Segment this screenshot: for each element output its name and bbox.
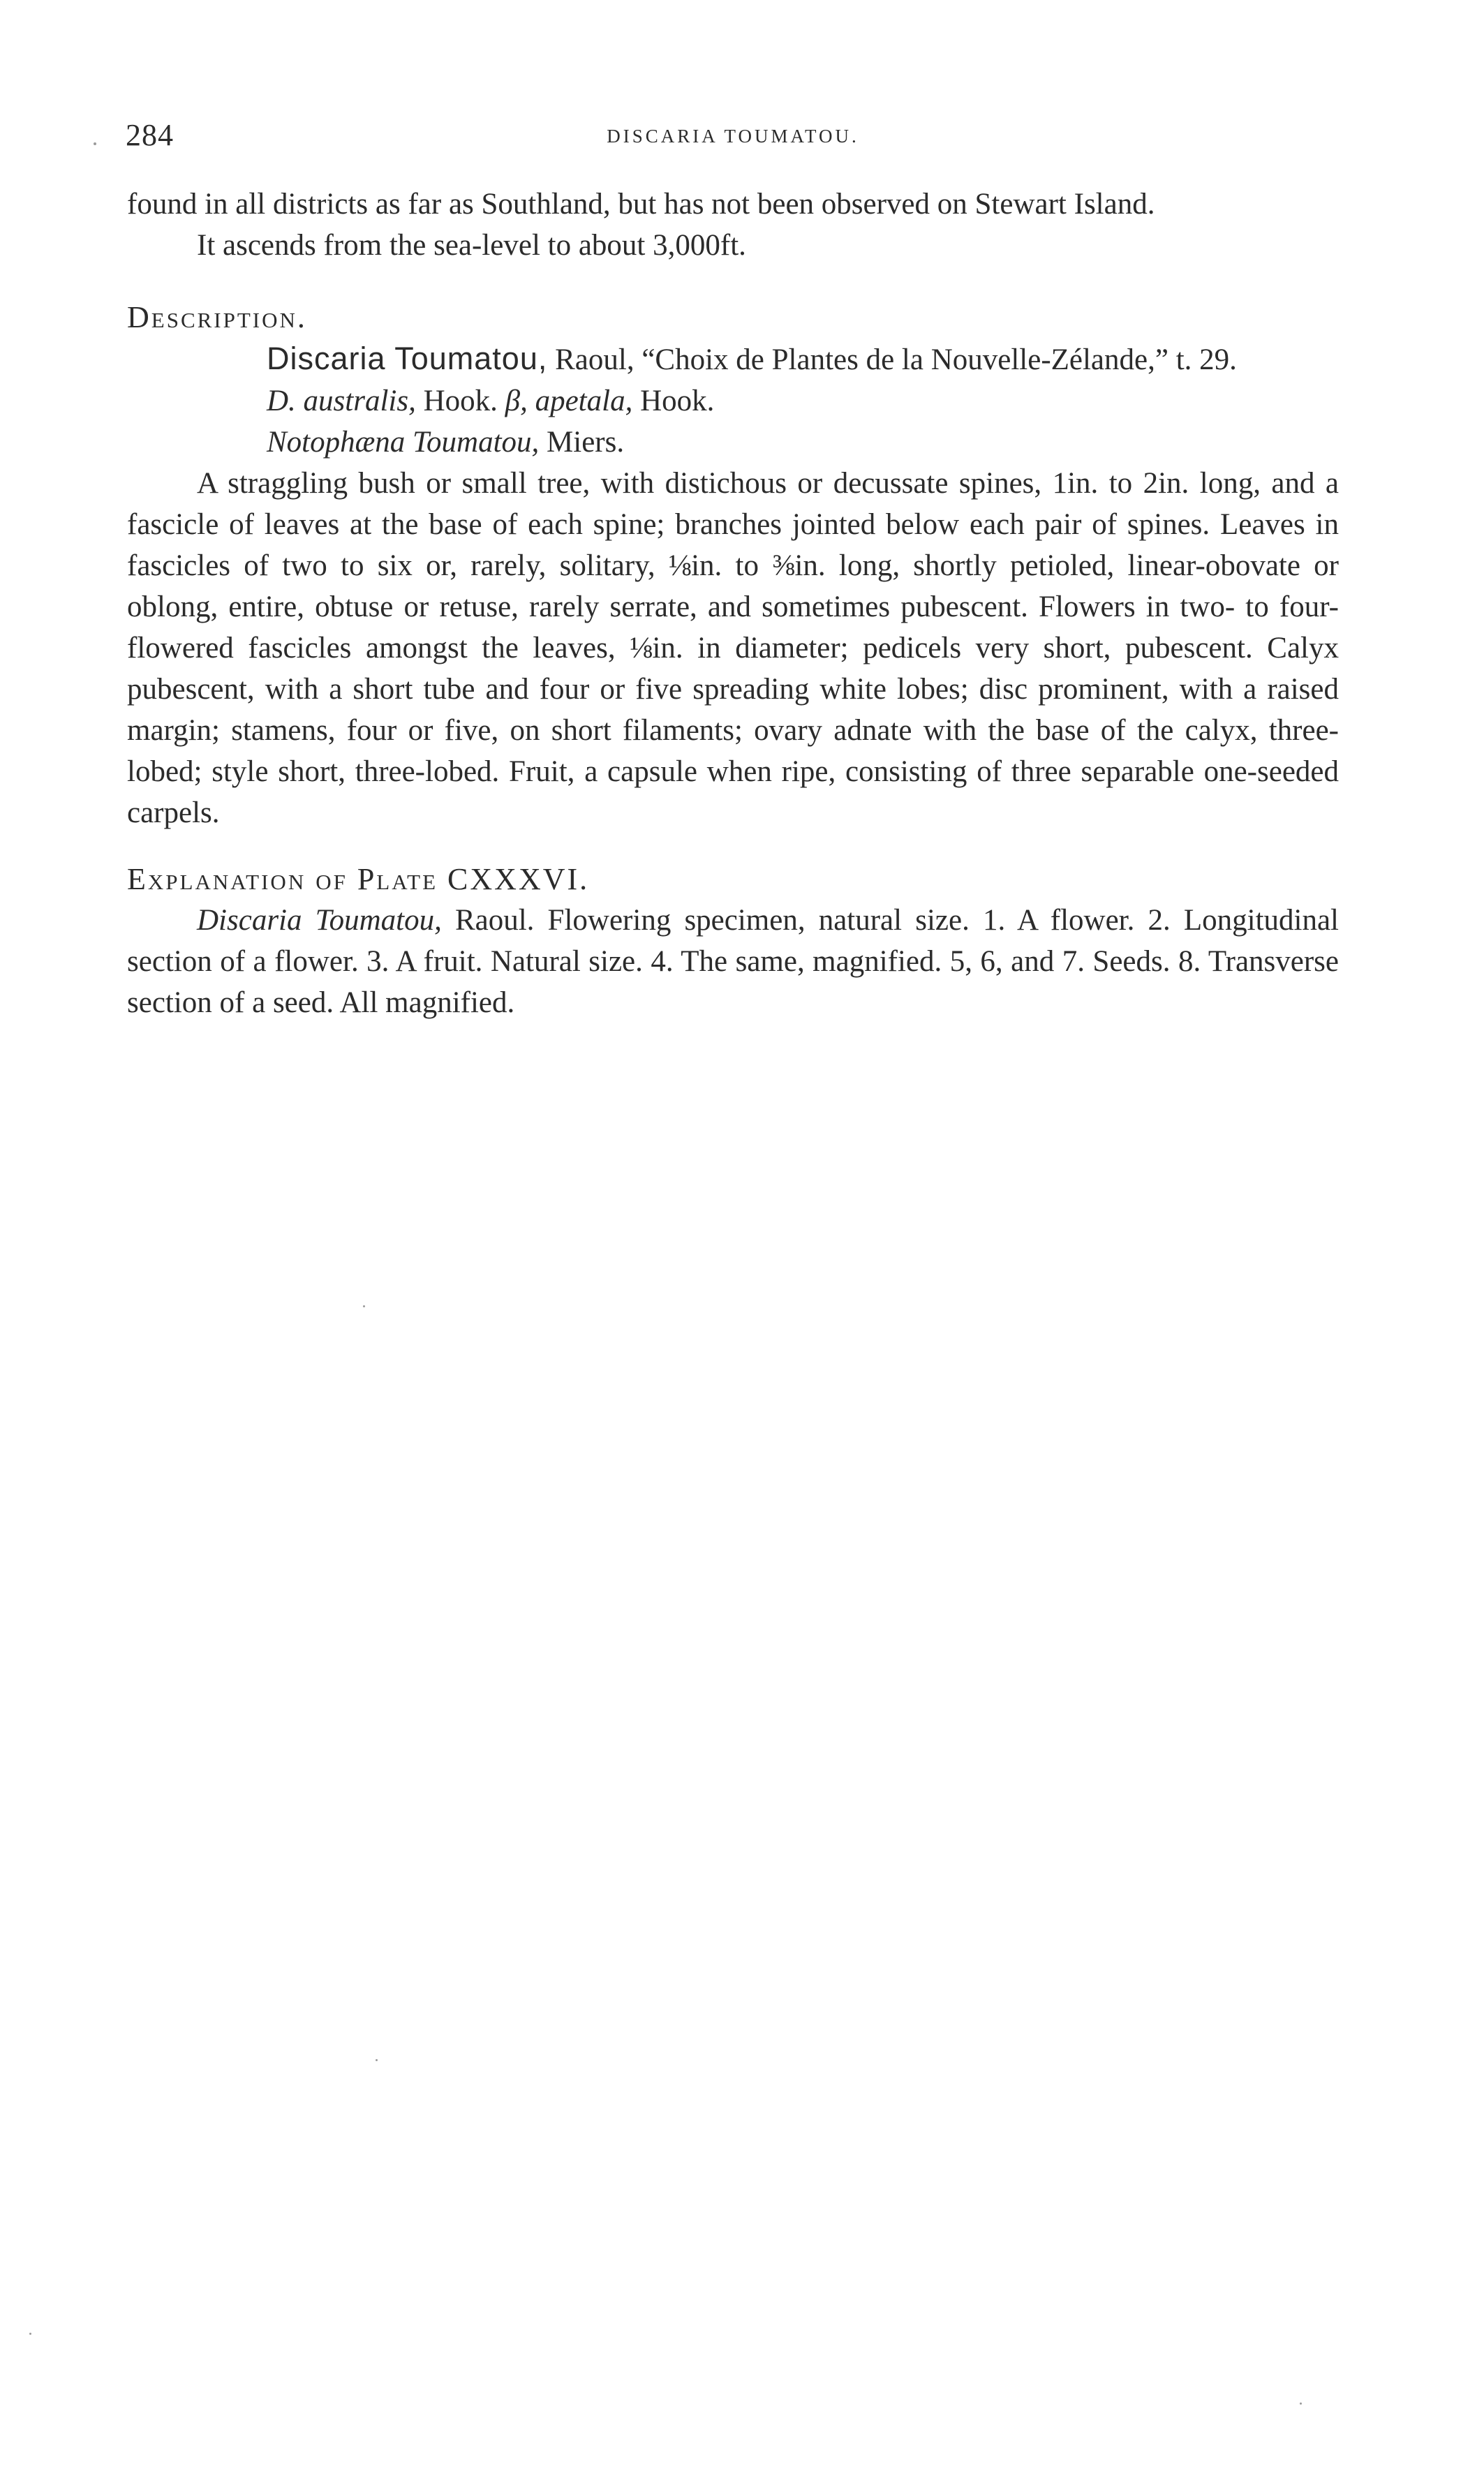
spacer <box>127 833 1339 859</box>
description-heading: Description. <box>127 300 307 334</box>
synonym-citation: Hook. <box>632 385 715 417</box>
altitude-paragraph: It ascends from the sea-level to about 3,000ft. <box>197 229 746 262</box>
synonym-discaria-toumatou <box>127 338 1339 380</box>
running-title: DISCARIA TOUMATOU. <box>607 126 859 147</box>
paper-speck <box>29 2333 31 2335</box>
plate-species-name: Discaria Toumatou, <box>197 904 442 937</box>
plate-explanation <box>127 900 1339 1023</box>
paper-speck <box>1300 2403 1302 2405</box>
synonym-name: Notophæna Toumatou, <box>267 426 540 459</box>
synonym-name: D. australis, <box>267 385 416 417</box>
synonym-notophaena <box>127 422 1339 463</box>
spacer <box>127 266 1339 297</box>
synonym-citation: Raoul, “Choix de Plantes de la Nouvelle-Zélande,” t. 29. <box>547 343 1237 376</box>
synonym-name: Discaria Toumatou, <box>267 341 548 376</box>
paper-speck <box>376 2059 378 2061</box>
paper-speck <box>363 1305 365 1307</box>
description-body: A straggling bush or small tree, with distichous or decussate spines, 1in. to 2in. long, and a fascicle of leaves at the base of each spine; branches jointed below each pair of spines. Leaves in fascicles of two to six or, rarely, solitary, ⅛in. to ⅜in. long, shortly petioled, linear-obovate or oblong, entire, obtuse or retuse, rarely serrate, and sometimes pubescent. Flowers in two- to four-flowered fascicles amongst the leaves, ⅛in. in diameter; pedicels very short, pubescent. Calyx pubescent, with a short tube and four or five spreading white lobes; disc prominent, with a raised margin; stamens, four or five, on short filaments; ovary adnate with the base of the calyx, three-lobed; style short, three-lobed. Fruit, a capsule when ripe, consisting of three separable one-seeded carpels. <box>127 467 1339 829</box>
plate-explanation-text: Raoul. Flowering specimen, natural size. 1. A flower. 2. Longitudinal section of a flower. 3. A fruit. Natural size. 4. The same, magnified. 5, 6, and 7. Seeds. 8. Transverse section of a seed. All magnified. <box>127 904 1339 1019</box>
synonym-variety: β, apetala, <box>505 385 633 417</box>
page-content <box>127 184 1339 1023</box>
synonym-d-australis <box>127 380 1339 422</box>
synonym-citation: Miers. <box>539 426 625 459</box>
synonym-citation: Hook. <box>415 385 505 417</box>
intro-paragraph: found in all districts as far as Southland, but has not been observed on Stewart Island. <box>127 188 1155 221</box>
running-head <box>126 117 1340 159</box>
plate-heading: Explanation of Plate CXXXVI. <box>127 862 590 896</box>
paper-speck <box>94 142 96 145</box>
page-number: 284 <box>126 118 174 152</box>
